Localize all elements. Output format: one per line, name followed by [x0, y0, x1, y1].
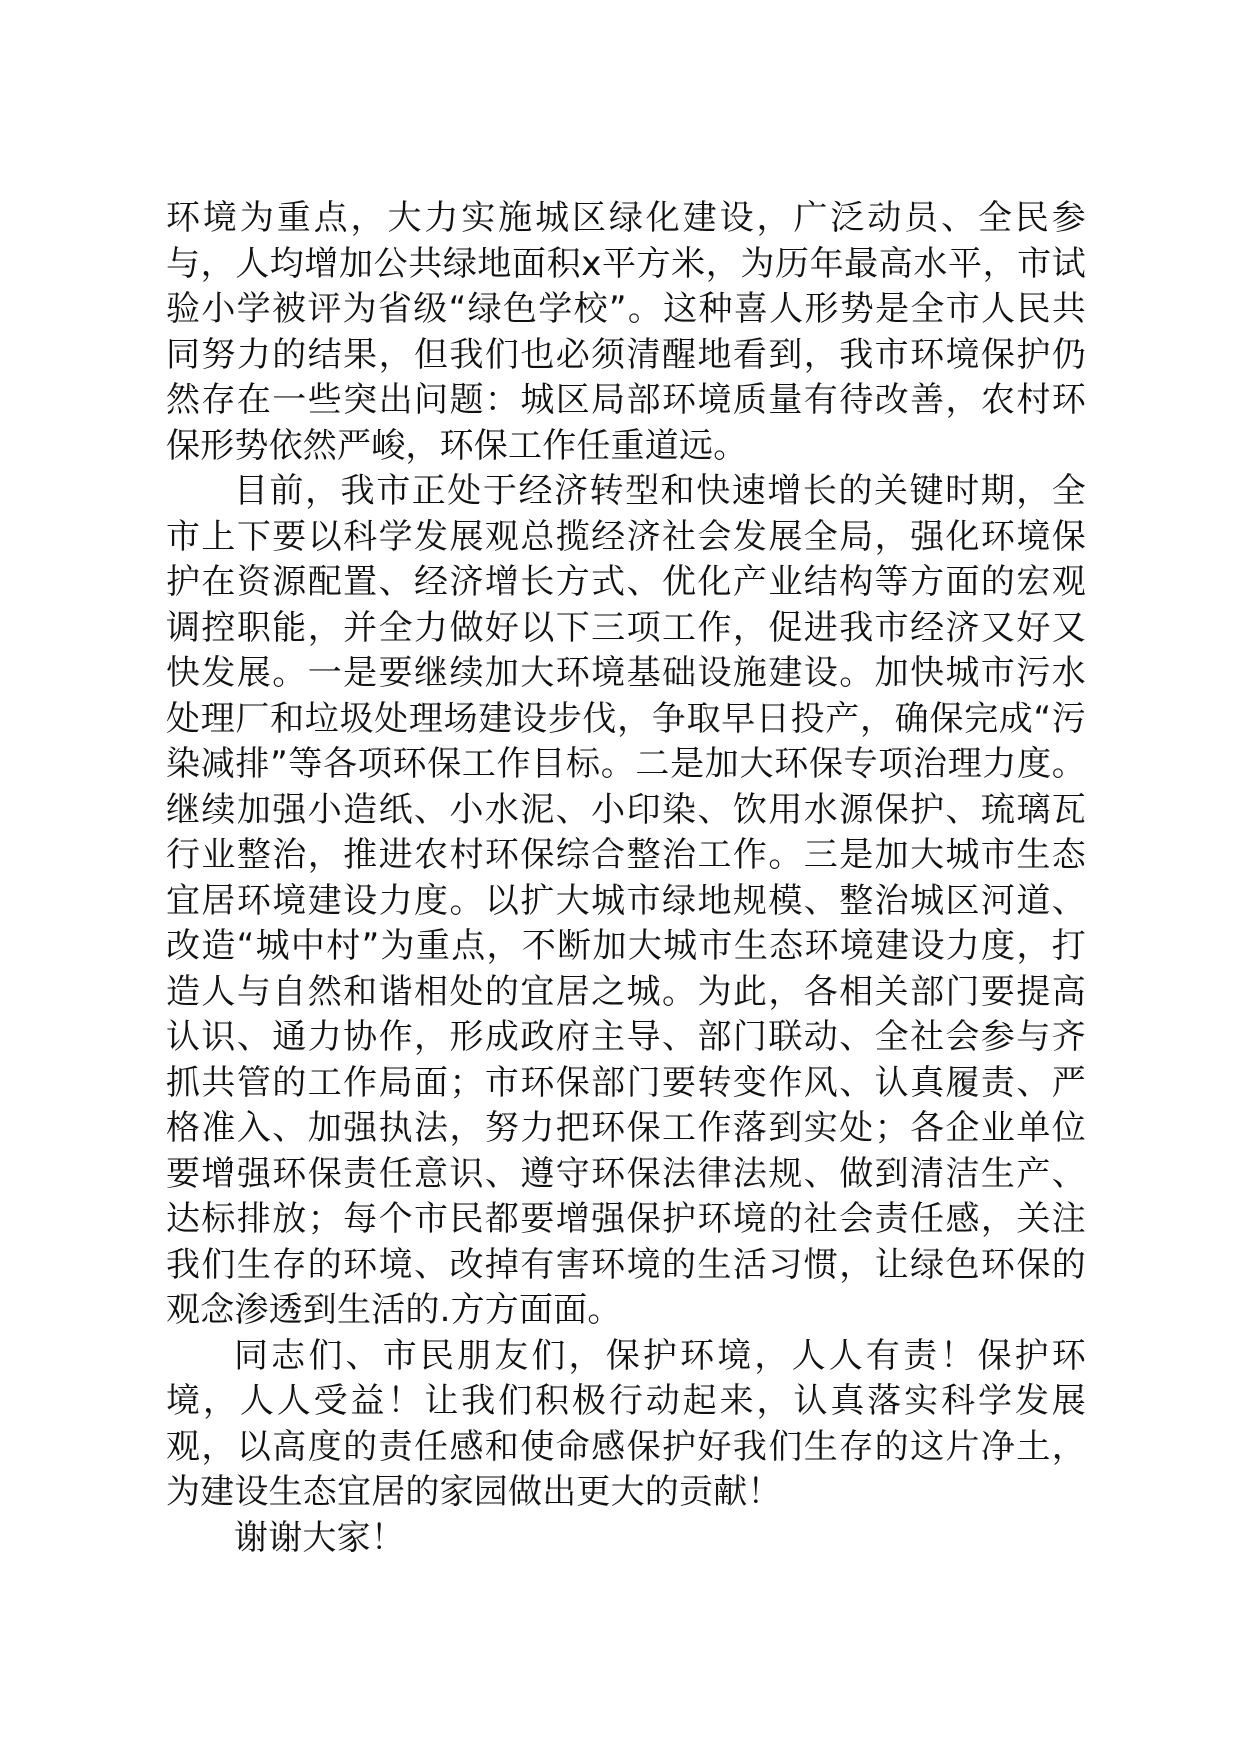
- document-body: [166, 196, 1086, 1561]
- paragraph-environment-achievements: 环境为重点，大力实施城区绿化建设，广泛动员、全民参与，人均增加公共绿地面积x平方米，为历年最高水平，市试验小学被评为省级“绿色学校”。这种喜人形势是全市人民共同努力的结果，但我们也必须清醒地看到，我市环境保护仍然存在一些突出问题：城区局部环境质量有待改善，农村环保形势依然严峻，环保工作任重道远。: [166, 198, 1086, 466]
- paragraph-three-tasks: 目前，我市正处于经济转型和快速增长的关键时期，全市上下要以科学发展观总揽经济社会发展全局，强化环境保护在资源配置、经济增长方式、优化产业结构等方面的宏观调控职能，并全力做好以下三项工作，促进我市经济又好又快发展。一是要继续加大环境基础设施建设。加快城市污水处理厂和垃圾处理场建设步伐，争取早日投产，确保完成“污染减排”等各项环保工作目标。二是加大环保专项治理力度。继续加强小造纸、小水泥、小印染、饮用水源保护、琉璃瓦行业整治，推进农村环保综合整治工作。三是加大城市生态宜居环境建设力度。以扩大城市绿地规模、整治城区河道、改造“城中村”为重点，不断加大城市生态环境建设力度，打造人与自然和谐相处的宜居之城。为此，各相关部门要提高认识、通力协作，形成政府主导、部门联动、全社会参与齐抓共管的工作局面；市环保部门要转变作风、认真履责、严格准入、加强执法，努力把环保工作落到实处；各企业单位要增强环保责任意识、遵守环保法律法规、做到清洁生产、达标排放；每个市民都要增强保护环境的社会责任感，关注我们生存的环境、改掉有害环境的生活习惯，让绿色环保的观念渗透到生活的.方方面面。: [166, 471, 1086, 1330]
- paragraph-thanks: 谢谢大家！: [234, 1517, 405, 1558]
- paragraph-call-to-action: 同志们、市民朋友们，保护环境，人人有责！保护环境，人人受益！让我们积极行动起来，认真落实科学发展观，以高度的责任感和使命感保护好我们生存的这片净土，为建设生态宜居的家园做出更大的贡献！: [166, 1335, 1086, 1512]
